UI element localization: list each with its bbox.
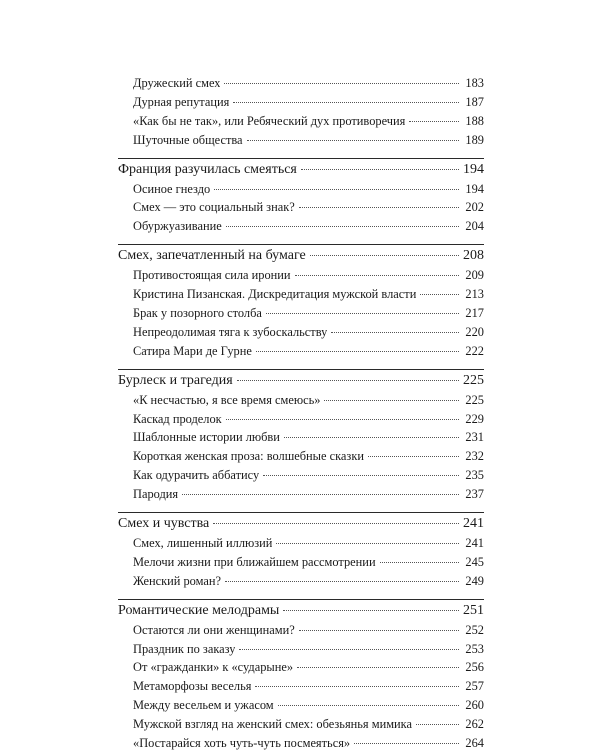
page-number: 189	[465, 132, 484, 147]
toc-entry[interactable]	[118, 266, 484, 285]
entry-title: Сатира Мари де Гурне	[133, 343, 252, 358]
page-number: 237	[465, 487, 484, 502]
page-number: 231	[465, 430, 484, 445]
dot-leader	[409, 121, 459, 122]
page-number: 241	[465, 536, 484, 551]
page-number: 194	[465, 181, 484, 196]
toc-entry[interactable]	[118, 428, 484, 447]
page-number: 249	[465, 573, 484, 588]
dot-leader	[310, 255, 459, 256]
toc-entry[interactable]	[118, 323, 484, 342]
entry-title: От «гражданки» к «сударыне»	[133, 660, 294, 675]
page-number: 225	[465, 392, 484, 407]
entry-title: Пародия	[133, 487, 179, 502]
entry-title: Мужской взгляд на женский смех: обезьянья мимика	[133, 717, 413, 732]
toc-section	[118, 158, 484, 237]
page-number: 251	[463, 602, 484, 618]
toc-section	[118, 74, 484, 150]
chapter-title: Франция разучилась смеяться	[118, 161, 297, 177]
entry-title: Обуржуазивание	[133, 219, 222, 234]
toc-entry[interactable]	[118, 485, 484, 504]
chapter-title: Смех и чувства	[118, 516, 210, 532]
dot-leader	[225, 581, 459, 582]
toc-entry[interactable]	[118, 696, 484, 715]
dot-leader	[226, 226, 459, 227]
page-number: 204	[465, 219, 484, 234]
toc-entry[interactable]	[118, 466, 484, 485]
toc-entry[interactable]	[118, 572, 484, 591]
entry-title: Женский роман?	[133, 573, 222, 588]
entry-title: Как одурачить аббатису	[133, 468, 260, 483]
toc-entry[interactable]	[118, 180, 484, 199]
page-number: 260	[465, 698, 484, 713]
toc-entry[interactable]	[118, 131, 484, 150]
dot-leader	[283, 610, 459, 611]
dot-leader	[354, 743, 459, 744]
dot-leader	[226, 419, 459, 420]
page-number: 222	[465, 343, 484, 358]
entry-title: Шаблонные истории любви	[133, 430, 280, 445]
page-number: 252	[465, 622, 484, 637]
page-number: 262	[465, 717, 484, 732]
dot-leader	[213, 523, 459, 524]
toc-section	[118, 512, 484, 591]
entry-title: «К несчастью, я все время смеюсь»	[133, 392, 321, 407]
page-number: 253	[465, 641, 484, 656]
section-divider	[118, 599, 484, 600]
dot-leader	[416, 724, 459, 725]
dot-leader	[297, 667, 459, 668]
toc-entry[interactable]	[118, 217, 484, 236]
toc-entry[interactable]	[118, 93, 484, 112]
dot-leader	[214, 189, 459, 190]
toc-entry[interactable]	[118, 391, 484, 410]
entry-title: Каскад проделок	[133, 411, 222, 426]
toc-entry[interactable]	[118, 285, 484, 304]
chapter-title: Бурлеск и трагедия	[118, 372, 233, 388]
dot-leader	[299, 630, 459, 631]
entry-title: Смех — это социальный знак?	[133, 200, 295, 215]
dot-leader	[239, 649, 459, 650]
page-number: 229	[465, 411, 484, 426]
toc-entry[interactable]	[118, 74, 484, 93]
page-number: 194	[463, 161, 484, 177]
chapter-title: Романтические мелодрамы	[118, 602, 280, 618]
page-number: 256	[465, 660, 484, 675]
toc-entry[interactable]	[118, 410, 484, 429]
section-divider	[118, 512, 484, 513]
entry-title: Дружеский смех	[133, 76, 221, 90]
entry-title: «Как бы не так», или Ребяческий дух противоречия	[133, 113, 406, 128]
page-number: 187	[465, 94, 484, 109]
dot-leader	[247, 140, 459, 141]
dot-leader	[255, 686, 459, 687]
toc-entry[interactable]	[118, 342, 484, 361]
toc-entry[interactable]	[118, 553, 484, 572]
section-divider	[118, 244, 484, 245]
page-number: 220	[465, 324, 484, 339]
toc-entry[interactable]	[118, 447, 484, 466]
page-number: 202	[465, 200, 484, 215]
toc-entry[interactable]	[118, 198, 484, 217]
toc-chapter-entry[interactable]	[118, 371, 484, 391]
dot-leader	[420, 294, 459, 295]
chapter-title: Смех, запечатленный на бумаге	[118, 248, 306, 264]
toc-entry[interactable]	[118, 677, 484, 696]
toc-entry[interactable]	[118, 715, 484, 734]
section-divider	[118, 369, 484, 370]
dot-leader	[284, 437, 459, 438]
dot-leader	[182, 494, 459, 495]
toc-chapter-entry[interactable]	[118, 514, 484, 534]
page-number: 245	[465, 554, 484, 569]
page-number: 213	[465, 287, 484, 302]
entry-title: Дурная репутация	[133, 94, 230, 109]
section-divider	[118, 158, 484, 159]
toc-entry[interactable]	[118, 640, 484, 659]
page-number: 217	[465, 306, 484, 321]
toc-section	[118, 369, 484, 504]
dot-leader	[324, 400, 459, 401]
dot-leader	[295, 275, 459, 276]
entry-title: Кристина Пизанская. Дискредитация мужской власти	[133, 287, 417, 302]
entry-title: Осиное гнездо	[133, 181, 211, 196]
entry-title: Мелочи жизни при ближайшем рассмотрении	[133, 554, 376, 569]
dot-leader	[237, 380, 459, 381]
dot-leader	[263, 475, 459, 476]
toc-chapter-entry[interactable]	[118, 160, 484, 180]
dot-leader	[380, 562, 459, 563]
dot-leader	[276, 543, 459, 544]
page-number: 235	[465, 468, 484, 483]
dot-leader	[233, 102, 459, 103]
entry-title: Короткая женская проза: волшебные сказки	[133, 449, 364, 464]
dot-leader	[299, 207, 459, 208]
toc-entry[interactable]	[118, 534, 484, 553]
toc-entry[interactable]	[118, 112, 484, 131]
toc-chapter-entry[interactable]	[118, 246, 484, 266]
dot-leader	[266, 313, 459, 314]
page-number: 208	[463, 248, 484, 264]
entry-title: Шуточные общества	[133, 132, 243, 147]
entry-title: Между весельем и ужасом	[133, 698, 274, 713]
page-number: 232	[465, 449, 484, 464]
entry-title: Смех, лишенный иллюзий	[133, 536, 273, 551]
dot-leader	[256, 351, 459, 352]
page-number: 183	[465, 76, 484, 90]
table-of-contents	[118, 74, 484, 753]
toc-section	[118, 599, 484, 753]
dot-leader	[224, 83, 459, 84]
page-number: 188	[465, 113, 484, 128]
toc-entry[interactable]	[118, 304, 484, 323]
entry-title: Праздник по заказу	[133, 641, 236, 656]
entry-title: «Постарайся хоть чуть-чуть посмеяться»	[133, 736, 351, 751]
entry-title: Противостоящая сила иронии	[133, 268, 291, 283]
toc-entry[interactable]	[118, 621, 484, 640]
dot-leader	[301, 169, 459, 170]
page-number: 209	[465, 268, 484, 283]
entry-title: Остаются ли они женщинами?	[133, 622, 295, 637]
entry-title: Брак у позорного столба	[133, 306, 262, 321]
entry-title: Метаморфозы веселья	[133, 679, 252, 694]
page-number: 225	[463, 372, 484, 388]
page-number: 241	[463, 516, 484, 532]
toc-section	[118, 244, 484, 360]
dot-leader	[368, 456, 459, 457]
dot-leader	[331, 332, 459, 333]
page-number: 264	[465, 736, 484, 751]
dot-leader	[278, 705, 459, 706]
page-number: 257	[465, 679, 484, 694]
toc-entry[interactable]	[118, 658, 484, 677]
toc-entry[interactable]	[118, 734, 484, 753]
toc-chapter-entry[interactable]	[118, 601, 484, 621]
entry-title: Непреодолимая тяга к зубоскальству	[133, 324, 328, 339]
